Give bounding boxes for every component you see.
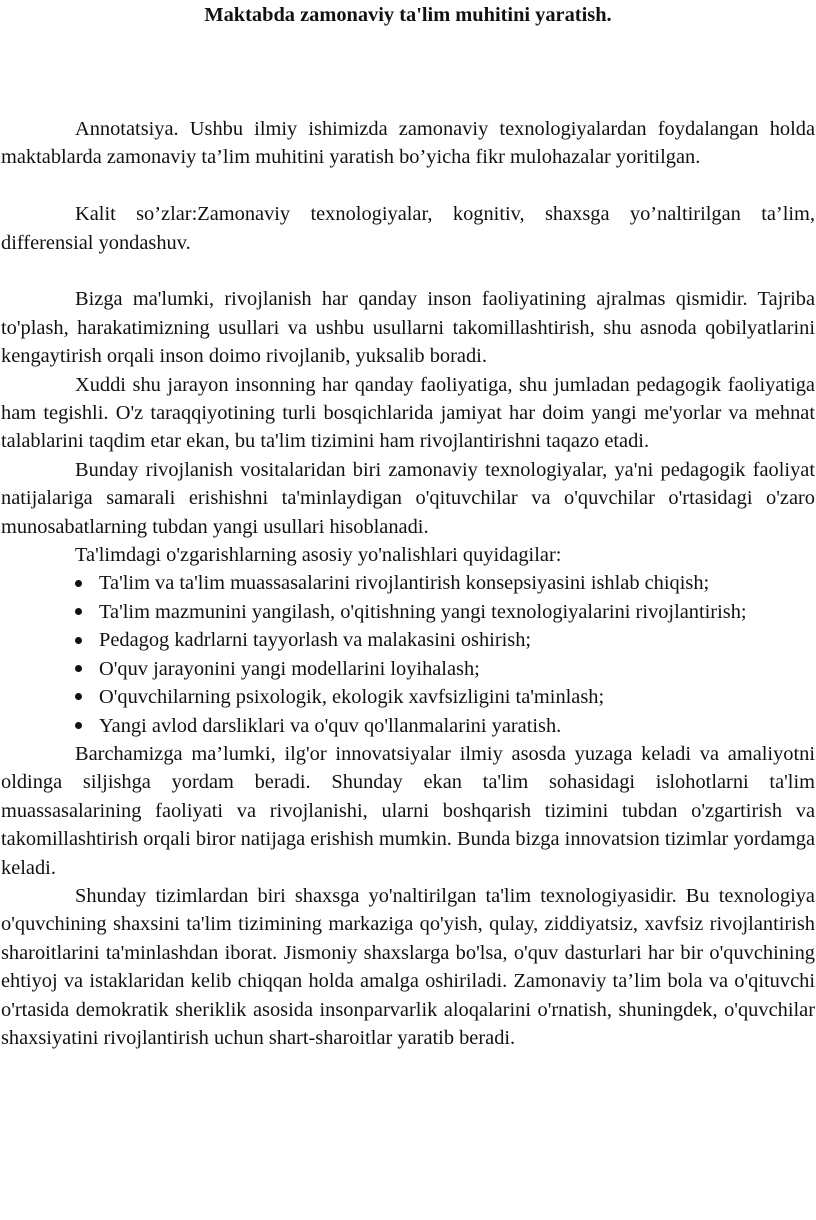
list-item [1, 712, 815, 740]
bullet-icon [75, 683, 99, 711]
list-item-text: Yangi avlod darsliklari va o'quv qo'llanmalarini yaratish. [99, 714, 562, 737]
list-item-text: O'quv jarayonini yangi modellarini loyihalash; [99, 657, 480, 680]
spacer [1, 172, 815, 200]
body-paragraph: Bizga ma'lumki, rivojlanish har qanday inson faoliyatining ajralmas qismidir. Tajriba to'plash, harakatimizning usullari va ushbu usullarni takomillashtirish, shu asnoda qobilyatlarini kengaytirish orqali inson doimo rivojlanib, yuksalib boradi. [1, 288, 815, 368]
list-item [1, 598, 815, 626]
list-item-text: O'quvchilarning psixologik, ekologik xavfsizligini ta'minlash; [99, 686, 605, 709]
bullet-icon [75, 712, 99, 740]
body-paragraph: Ta'limdagi o'zgarishlarning asosiy yo'nalishlari quyidagilar: [75, 544, 562, 567]
list-item-text: Pedagog kadrlarni tayyorlash va malakasini oshirish; [99, 629, 532, 652]
list-item [1, 655, 815, 683]
list-item [1, 626, 815, 654]
document-title: Maktabda zamonaviy ta'lim muhitini yaratish. [204, 4, 612, 26]
list-item [1, 569, 815, 597]
directions-list [1, 569, 815, 739]
body-paragraph: Shunday tizimlardan biri shaxsga yo'naltirilgan ta'lim texnologiyasidir. Bu texnologiya o'quvchining shaxsini ta'lim tizimining markaziga qo'yish, qulay, ziddiyatsiz, xavfsiz rivojlantirish sharoitlarini ta'minlashdan iborat. Jismoniy shaxslarga bo'lsa, o'quv dasturlari har bir o'quvchining ehtiyoj va istaklaridan kelib chiqqan holda amalga oshiriladi. Zamonaviy ta’lim bola va o'qituvchi o'rtasida demokratik sheriklik asosida insonparvarlik aloqalarini o'rnatish, shuningdek, o'quvchilar shaxsiyatini rivojlantirish uchun shart-sharoitlar yaratib beradi. [1, 884, 815, 1049]
list-item [1, 683, 815, 711]
body-paragraph: Barchamizga ma’lumki, ilg'or innovatsiyalar ilmiy asosda yuzaga keladi va amaliyotni oldinga siljishga yordam beradi. Shunday ekan ta'lim sohasidagi islohotlarni ta'lim muassasalarining faoliyati va rivojlanishi, ularni boshqarish tizimini tubdan o'zgartirish va takomillashtirish orqali biror natijaga erishish mumkin. Bunda bizga innovatsion tizimlar yordamga keladi. [1, 742, 815, 879]
bullet-icon [75, 569, 99, 597]
list-item-text: Ta'lim mazmunini yangilash, o'qitishning yangi texnologiyalarini rivojlantirish; [99, 600, 747, 623]
annotation-paragraph: Annotatsiya. Ushbu ilmiy ishimizda zamonaviy texnologiyalardan foydalangan holda maktablarda zamonaviy ta’lim muhitini yaratish bo’yicha fikr mulohazalar yoritilgan. [1, 118, 815, 169]
spacer [1, 29, 815, 115]
body-paragraph: Xuddi shu jarayon insonning har qanday faoliyatiga, shu jumladan pedagogik faoliyatiga ham tegishli. O'z taraqqiyotining turli bosqichlarida jamiyat har doim yangi me'yorlar va mehnat talablarini taqdim etar ekan, bu ta'lim tizimini ham rivojlantirishni taqazo etadi. [1, 373, 815, 453]
bullet-icon [75, 626, 99, 654]
bullet-icon [75, 598, 99, 626]
list-item-text: Ta'lim va ta'lim muassasalarini rivojlantirish konsepsiyasini ishlab chiqish; [99, 572, 710, 595]
body-paragraph: Bunday rivojlanish vositalaridan biri zamonaviy texnologiyalar, ya'ni pedagogik faoliyat natijalariga samarali erishishni ta'minlaydigan o'qituvchilar va o'quvchilar o'rtasidagi o'zaro munosabatlarning tubdan yangi usullari hisoblanadi. [1, 458, 815, 538]
keywords-paragraph: Kalit so’zlar:Zamonaviy texnologiyalar, kognitiv, shaxsga yo’naltirilgan ta’lim, differensial yondashuv. [1, 203, 815, 254]
spacer [1, 257, 815, 285]
bullet-icon [75, 655, 99, 683]
